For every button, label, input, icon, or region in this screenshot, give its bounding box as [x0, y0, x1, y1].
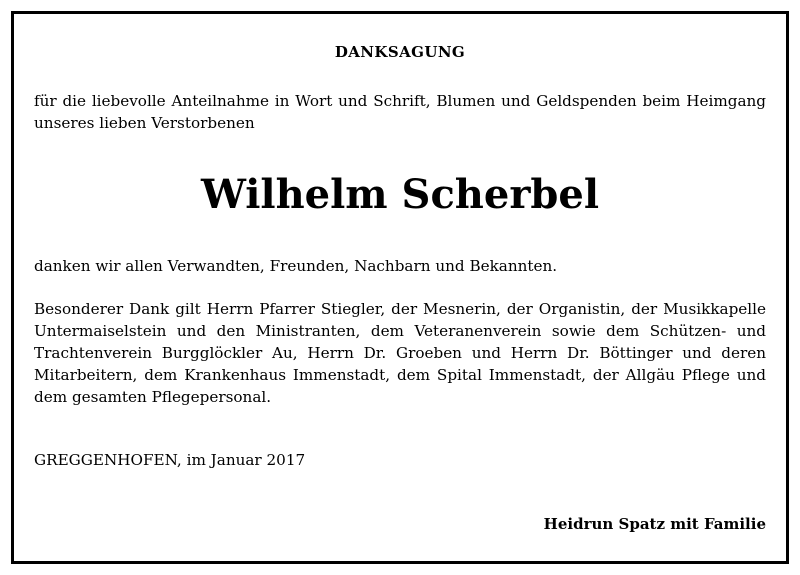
- special-thanks-text: Besonderer Dank gilt Herrn Pfarrer Stiegler, der Mesnerin, der Organistin, der Musikkapelle Untermaiselstein und den Ministranten, dem Veteranenverein sowie dem Schützen- und Trachtenverein Burgglöckler Au, Herrn Dr. Groeben und Herrn Dr. Böttinger und deren Mitarbeitern, dem Krankenhaus Immenstadt, dem Spital Immenstadt, der Allgäu Pflege und dem gesamten Pflegepersonal.: [34, 300, 766, 406]
- signature: Heidrun Spatz mit Familie: [543, 515, 766, 533]
- intro-text: für die liebevolle Anteilnahme in Wort und Schrift, Blumen und Geldspenden beim Heimgang unseres lieben Verstorbenen: [34, 92, 766, 132]
- thanks-line: danken wir allen Verwandten, Freunden, Nachbarn und Bekannten.: [34, 257, 558, 275]
- deceased-name: Wilhelm Scherbel: [200, 171, 600, 218]
- notice-heading: DANKSAGUNG: [334, 43, 466, 61]
- place-date: GREGGENHOFEN, im Januar 2017: [34, 451, 306, 469]
